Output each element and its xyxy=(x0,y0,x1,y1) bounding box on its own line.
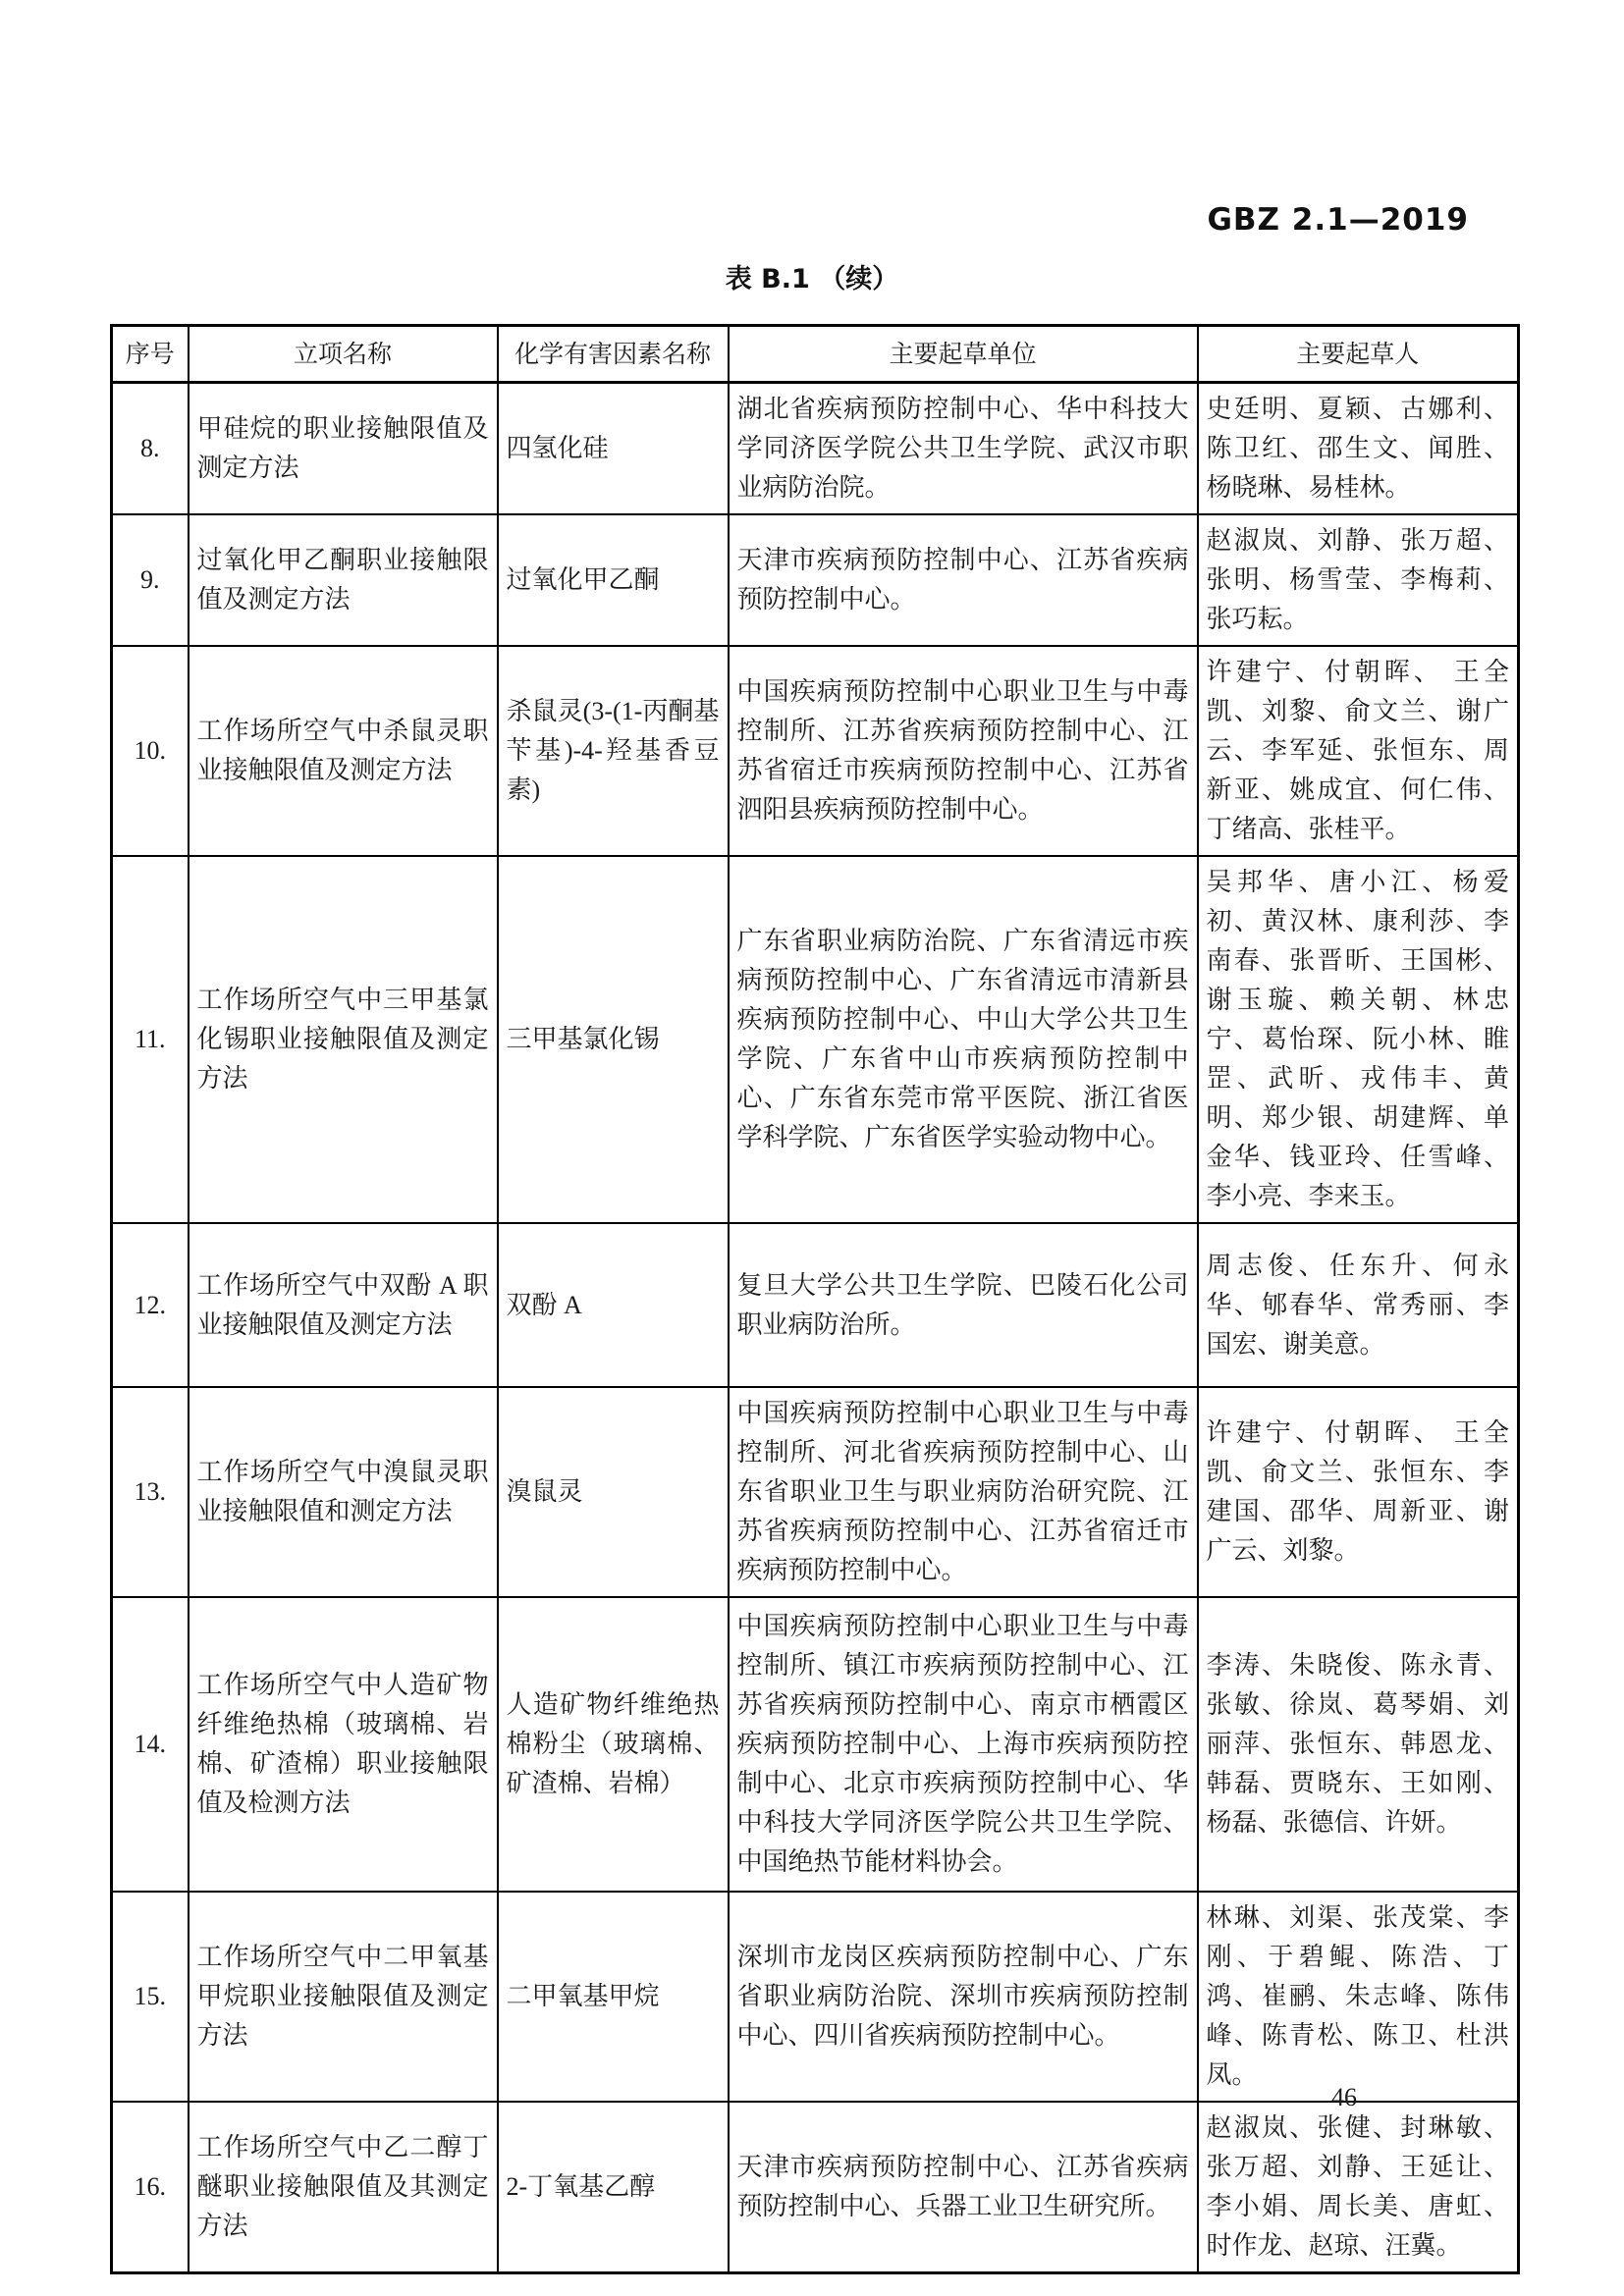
cell-drafting-org: 深圳市龙岗区疾病预防控制中心、广东省职业病防治院、深圳市疾病预防控制中心、四川省疾病预防控制中心。 xyxy=(729,1892,1198,2102)
header-drafting-org: 主要起草单位 xyxy=(729,326,1198,383)
cell-seq: 14. xyxy=(112,1597,189,1892)
header-chemical-factor: 化学有害因素名称 xyxy=(498,326,729,383)
cell-drafting-org: 湖北省疾病预防控制中心、华中科技大学同济医学院公共卫生学院、武汉市职业病防治院。 xyxy=(729,383,1198,515)
cell-drafters: 许建宁、付朝晖、 王全凯、刘黎、俞文兰、谢广云、李军延、张恒东、周新亚、姚成宜、何仁伟、丁绪高、张桂平。 xyxy=(1198,646,1519,856)
table-header-row xyxy=(112,326,1519,383)
cell-chemical-factor: 杀鼠灵(3-(1-丙酮基苄基)-4-羟基香豆素) xyxy=(498,646,729,856)
cell-seq: 8. xyxy=(112,383,189,515)
cell-project-name: 工作场所空气中人造矿物纤维绝热棉（玻璃棉、岩棉、矿渣棉）职业接触限值及检测方法 xyxy=(189,1597,498,1892)
table-row xyxy=(112,856,1519,1223)
cell-seq: 13. xyxy=(112,1387,189,1597)
cell-chemical-factor: 三甲基氯化锡 xyxy=(498,856,729,1223)
cell-drafters: 林琳、刘渠、张茂棠、李刚、于碧鲲、陈浩、丁鸿、崔鹂、朱志峰、陈伟峰、陈青松、陈卫、杜洪凤。 xyxy=(1198,1892,1519,2102)
table-row xyxy=(112,1387,1519,1597)
table-row xyxy=(112,1597,1519,1892)
cell-drafting-org: 中国疾病预防控制中心职业卫生与中毒控制所、江苏省疾病预防控制中心、江苏省宿迁市疾病预防控制中心、江苏省泗阳县疾病预防控制中心。 xyxy=(729,646,1198,856)
table-title: 表 B.1 （续） xyxy=(725,264,899,294)
cell-chemical-factor: 二甲氧基甲烷 xyxy=(498,1892,729,2102)
cell-project-name: 工作场所空气中三甲基氯化锡职业接触限值及测定方法 xyxy=(189,856,498,1223)
cell-drafting-org: 复旦大学公共卫生学院、巴陵石化公司职业病防治所。 xyxy=(729,1223,1198,1387)
cell-project-name: 工作场所空气中溴鼠灵职业接触限值和测定方法 xyxy=(189,1387,498,1597)
cell-chemical-factor: 人造矿物纤维绝热棉粉尘（玻璃棉、矿渣棉、岩棉） xyxy=(498,1597,729,1892)
cell-drafters: 周志俊、任东升、何永华、郇春华、常秀丽、李国宏、谢美意。 xyxy=(1198,1223,1519,1387)
cell-drafting-org: 中国疾病预防控制中心职业卫生与中毒控制所、镇江市疾病预防控制中心、江苏省疾病预防控制中心、南京市栖霞区疾病预防控制中心、上海市疾病预防控制中心、北京市疾病预防控制中心、华中科技大学同济医学院公共卫生学院、中国绝热节能材料协会。 xyxy=(729,1597,1198,1892)
page-number: 46 xyxy=(1331,2083,1357,2111)
cell-chemical-factor: 2-丁氧基乙醇 xyxy=(498,2102,729,2273)
table-row xyxy=(112,646,1519,856)
table-row xyxy=(112,2102,1519,2273)
cell-seq: 15. xyxy=(112,1892,189,2102)
cell-drafting-org: 天津市疾病预防控制中心、江苏省疾病预防控制中心、兵器工业卫生研究所。 xyxy=(729,2102,1198,2273)
cell-seq: 10. xyxy=(112,646,189,856)
cell-drafters: 吴邦华、唐小江、杨爱初、黄汉林、康利莎、李南春、张晋昕、王国彬、谢玉璇、赖关朝、林忠宁、葛怡琛、阮小林、睢罡、武昕、戎伟丰、黄明、郑少银、胡建辉、单金华、钱亚玲、任雪峰、李小亮、李来玉。 xyxy=(1198,856,1519,1223)
cell-drafters: 赵淑岚、刘静、张万超、张明、杨雪莹、李梅莉、张巧耘。 xyxy=(1198,514,1519,646)
cell-chemical-factor: 四氢化硅 xyxy=(498,383,729,515)
table-row xyxy=(112,514,1519,646)
standard-code: GBZ 2.1—2019 xyxy=(1207,202,1469,238)
table-row xyxy=(112,1223,1519,1387)
cell-seq: 11. xyxy=(112,856,189,1223)
cell-chemical-factor: 过氧化甲乙酮 xyxy=(498,514,729,646)
cell-project-name: 工作场所空气中二甲氧基甲烷职业接触限值及测定方法 xyxy=(189,1892,498,2102)
header-seq: 序号 xyxy=(112,326,189,383)
cell-drafters: 史廷明、夏颖、古娜利、陈卫红、邵生文、闻胜、杨晓琳、易桂林。 xyxy=(1198,383,1519,515)
cell-project-name: 过氧化甲乙酮职业接触限值及测定方法 xyxy=(189,514,498,646)
drafting-units-table xyxy=(110,324,1520,2274)
cell-drafting-org: 广东省职业病防治院、广东省清远市疾病预防控制中心、广东省清远市清新县疾病预防控制中心、中山大学公共卫生学院、广东省中山市疾病预防控制中心、广东省东莞市常平医院、浙江省医学科学院、广东省医学实验动物中心。 xyxy=(729,856,1198,1223)
cell-seq: 12. xyxy=(112,1223,189,1387)
cell-seq: 16. xyxy=(112,2102,189,2273)
table-row xyxy=(112,1892,1519,2102)
cell-chemical-factor: 溴鼠灵 xyxy=(498,1387,729,1597)
cell-drafters: 李涛、朱晓俊、陈永青、张敏、徐岚、葛琴娟、刘丽萍、张恒东、韩恩龙、韩磊、贾晓东、王如刚、杨磊、张德信、许妍。 xyxy=(1198,1597,1519,1892)
cell-project-name: 工作场所空气中双酚 A 职业接触限值及测定方法 xyxy=(189,1223,498,1387)
cell-seq: 9. xyxy=(112,514,189,646)
cell-drafting-org: 中国疾病预防控制中心职业卫生与中毒控制所、河北省疾病预防控制中心、山东省职业卫生与职业病防治研究院、江苏省疾病预防控制中心、江苏省宿迁市疾病预防控制中心。 xyxy=(729,1387,1198,1597)
table-row xyxy=(112,383,1519,515)
cell-drafters: 赵淑岚、张健、封琳敏、张万超、刘静、王延让、李小娟、周长美、唐虹、时作龙、赵琼、汪冀。 xyxy=(1198,2102,1519,2273)
header-drafters: 主要起草人 xyxy=(1198,326,1519,383)
cell-project-name: 工作场所空气中乙二醇丁醚职业接触限值及其测定方法 xyxy=(189,2102,498,2273)
cell-chemical-factor: 双酚 A xyxy=(498,1223,729,1387)
cell-project-name: 甲硅烷的职业接触限值及测定方法 xyxy=(189,383,498,515)
cell-drafting-org: 天津市疾病预防控制中心、江苏省疾病预防控制中心。 xyxy=(729,514,1198,646)
header-project-name: 立项名称 xyxy=(189,326,498,383)
cell-drafters: 许建宁、付朝晖、 王全凯、俞文兰、张恒东、李建国、邵华、周新亚、谢广云、刘黎。 xyxy=(1198,1387,1519,1597)
cell-project-name: 工作场所空气中杀鼠灵职业接触限值及测定方法 xyxy=(189,646,498,856)
